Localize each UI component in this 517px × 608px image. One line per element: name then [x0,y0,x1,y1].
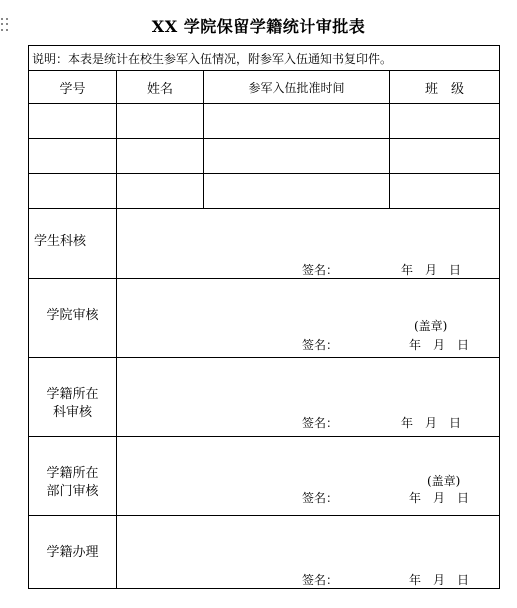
cell-approval-time[interactable] [204,174,390,209]
label-line: 部门审核 [46,484,99,499]
date-label: 年 月 日 [409,491,470,505]
cell-class[interactable] [390,139,500,174]
cell-name[interactable] [117,139,204,174]
date-label: 年 月 日 [401,416,462,430]
cell-approval-time[interactable] [204,104,390,139]
registry-dept-review-area[interactable] [117,358,500,437]
label-registry-process: 学籍办理 [29,516,117,589]
cell-student-id[interactable] [29,104,117,139]
label-student-dept: 学生科核 [29,209,117,279]
header-student-id: 学号 [29,71,117,104]
table-row [29,139,500,174]
registry-unit-review-area[interactable] [117,437,500,516]
cell-name[interactable] [117,174,204,209]
label-registry-unit [29,437,117,516]
seal-label: (盖章) [414,319,448,333]
cell-student-id[interactable] [29,139,117,174]
date-label: 年 月 日 [401,263,462,277]
header-name: 姓名 [117,71,204,104]
seal-label: (盖章) [427,474,461,488]
table-row [29,174,500,209]
signature-label: 签名： [302,416,339,430]
date-label: 年 月 日 [409,573,470,587]
label-registry-dept [29,358,117,437]
cell-name[interactable] [117,104,204,139]
registry-process-area[interactable] [117,516,500,589]
label-line: 学籍所在 [46,387,99,402]
header-approval-time: 参军入伍批准时间 [204,71,390,104]
label-line: 科审核 [52,405,92,420]
signature-label: 签名： [302,573,339,587]
cell-approval-time[interactable] [204,139,390,174]
cell-class[interactable] [390,174,500,209]
form-note: 说明：本表是统计在校生参军入伍情况，附参军入伍通知书复印件。 [29,46,500,71]
college-review-area[interactable] [117,279,500,358]
date-label: 年 月 日 [409,338,470,352]
student-dept-review-area[interactable] [117,209,500,279]
signature-label: 签名： [302,491,339,505]
header-class: 班 级 [390,71,500,104]
cell-class[interactable] [390,104,500,139]
signature-label: 签名： [302,263,339,277]
table-row [29,104,500,139]
signature-label: 签名： [302,338,339,352]
document-title: XX 学院保留学籍统计审批表 [151,17,366,36]
approval-form-table [28,45,500,589]
label-line: 学籍所在 [46,466,99,481]
label-college-review: 学院审核 [29,279,117,358]
cell-student-id[interactable] [29,174,117,209]
